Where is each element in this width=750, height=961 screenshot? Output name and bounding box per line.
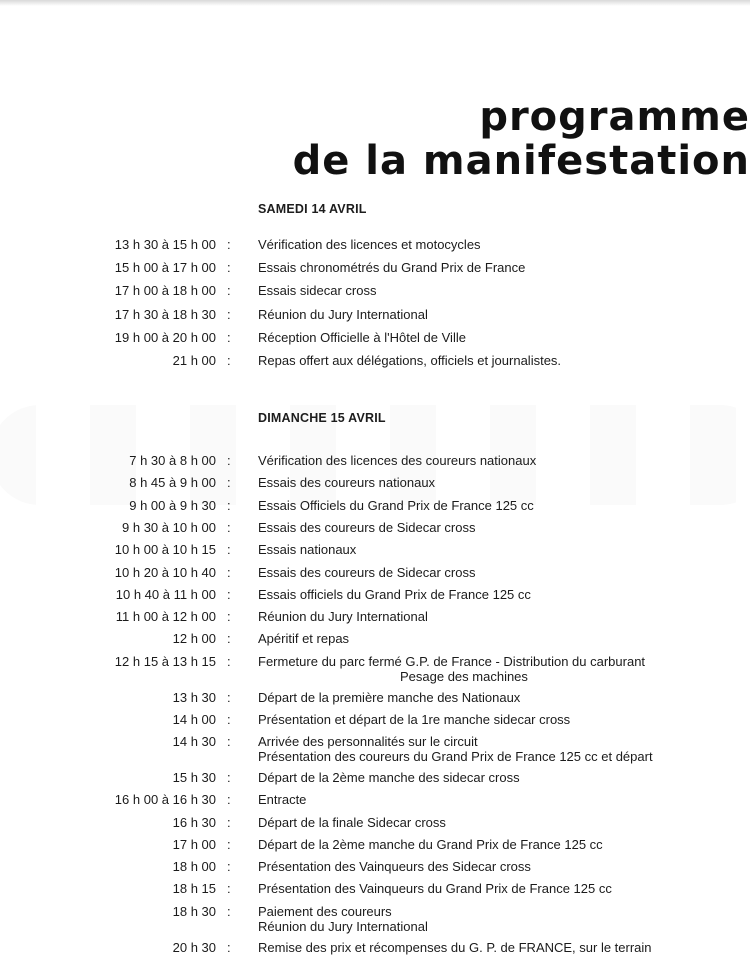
schedule-time: 21 h 00: [172, 353, 216, 368]
schedule-time: 11 h 00 à 12 h 00: [115, 609, 216, 625]
schedule-separator: :: [227, 903, 231, 919]
schedule-event: [258, 837, 744, 852]
schedule-time: 18 h 15: [172, 881, 216, 897]
schedule-separator: :: [227, 689, 231, 705]
schedule-event: [258, 587, 744, 602]
schedule-event-line: Départ de la 2ème manche du Grand Prix de France 125 cc: [258, 836, 603, 852]
schedule-event-line: Réception Officielle à l'Hôtel de Ville: [258, 329, 466, 345]
schedule-time: 8 h 45 à 9 h 00: [129, 475, 216, 491]
schedule-time: 15 h 00 à 17 h 00: [114, 260, 216, 276]
schedule-event-line: Vérification des licences et motocycles: [258, 237, 481, 252]
schedule-event: [258, 631, 744, 646]
schedule-separator: :: [227, 564, 231, 580]
schedule-time: 15 h 30: [172, 769, 216, 785]
schedule-separator: :: [227, 519, 231, 535]
schedule-event-line: Départ de la première manche des Nationaux: [258, 689, 521, 705]
schedule-time: 16 h 30: [172, 814, 216, 830]
schedule-event: [258, 330, 744, 345]
schedule-event-line: Essais Officiels du Grand Prix de France 125 cc: [258, 497, 534, 513]
schedule-separator: :: [227, 653, 231, 669]
schedule-event: [258, 307, 744, 322]
schedule-event-line: Présentation des Vainqueurs des Sidecar cross: [258, 859, 531, 875]
schedule-time: 18 h 30: [172, 903, 216, 919]
schedule-separator: :: [227, 631, 231, 647]
schedule-time: 10 h 20 à 10 h 40: [114, 564, 216, 580]
schedule-event: [258, 940, 744, 955]
schedule-event: [258, 520, 744, 535]
schedule-separator: :: [227, 306, 231, 322]
schedule-event: [258, 815, 744, 830]
schedule-time: 14 h 00: [172, 711, 216, 727]
schedule-separator: :: [227, 283, 231, 299]
schedule-separator: :: [227, 814, 231, 830]
schedule-event-line: Essais sidecar cross: [258, 283, 377, 299]
schedule-time: 12 h 15 à 13 h 15: [114, 653, 216, 669]
schedule-event: [258, 498, 744, 513]
schedule-event: [258, 770, 744, 785]
schedule-event-line: Entracte: [258, 792, 307, 808]
schedule-time: 19 h 00 à 20 h 00: [114, 329, 216, 345]
schedule-time: 17 h 30 à 18 h 30: [114, 306, 216, 322]
schedule-event-line: Apéritif et repas: [258, 631, 350, 647]
schedule-event: [258, 792, 744, 807]
title-line-2: de la manifestation: [292, 137, 750, 184]
schedule-time: 17 h 00: [172, 836, 216, 852]
schedule-event-line: Paiement des coureurs: [258, 903, 392, 919]
schedule-time: 18 h 00: [172, 859, 216, 875]
schedule-event-line: Remise des prix et récompenses du G. P. de FRANCE, sur le terrain: [258, 939, 652, 955]
schedule-event-line: Réunion du Jury International: [258, 918, 428, 934]
schedule-time: 20 h 30: [172, 939, 216, 955]
schedule-event-line: Essais des coureurs nationaux: [258, 475, 436, 491]
schedule-separator: :: [227, 792, 231, 808]
schedule-time: 10 h 40 à 11 h 00: [115, 586, 216, 602]
schedule-time: 12 h 00: [172, 631, 216, 647]
schedule-event-line: Fermeture du parc fermé G.P. de France - Distribution du carburant: [258, 653, 646, 669]
schedule-time: 7 h 30 à 8 h 00: [129, 453, 216, 468]
schedule-event: [258, 904, 744, 934]
schedule-event: [258, 734, 744, 764]
schedule-separator: :: [227, 353, 231, 368]
schedule-time: 9 h 30 à 10 h 00: [122, 519, 216, 535]
page-edge-shadow: [0, 0, 750, 6]
schedule-time: 9 h 00 à 9 h 30: [129, 497, 216, 513]
title-line-1: programme: [479, 93, 750, 140]
schedule-event-line: Départ de la finale Sidecar cross: [258, 814, 446, 830]
schedule-event-line: Réunion du Jury International: [258, 609, 428, 625]
schedule-time: 14 h 30: [172, 734, 216, 750]
schedule-event-line: Essais nationaux: [258, 542, 357, 558]
schedule-separator: :: [227, 769, 231, 785]
schedule-separator: :: [227, 881, 231, 897]
schedule-separator: :: [227, 836, 231, 852]
schedule-event: [258, 690, 744, 705]
schedule-event: [258, 353, 744, 368]
schedule-event-line: Arrivée des personnalités sur le circuit: [258, 734, 478, 750]
schedule-event-line: Réunion du Jury International: [258, 306, 428, 322]
schedule-event: [258, 260, 744, 275]
schedule-time: 10 h 00 à 10 h 15: [114, 542, 216, 558]
schedule-time: 16 h 00 à 16 h 30: [114, 792, 216, 808]
schedule-event: [258, 654, 744, 684]
schedule-separator: :: [227, 497, 231, 513]
schedule-event: [258, 565, 744, 580]
schedule-event: [258, 237, 744, 252]
schedule-event-line: Présentation des Vainqueurs du Grand Prix de France 125 cc: [258, 881, 612, 897]
sunday-heading: DIMANCHE 15 AVRIL: [258, 411, 386, 425]
schedule-event: [258, 475, 744, 490]
schedule-separator: :: [227, 711, 231, 727]
schedule-separator: :: [227, 475, 231, 491]
schedule-event-line: Vérification des licences des coureurs nationaux: [258, 453, 537, 468]
schedule-separator: :: [227, 542, 231, 558]
schedule-separator: :: [227, 609, 231, 625]
schedule-event-line: Présentation et départ de la 1re manche sidecar cross: [258, 711, 571, 727]
schedule-event: [258, 283, 744, 298]
schedule-event: [258, 453, 744, 468]
schedule-event-line: Repas offert aux délégations, officiels et journalistes.: [258, 353, 562, 368]
schedule-event-line: Essais des coureurs de Sidecar cross: [258, 519, 476, 535]
saturday-heading: SAMEDI 14 AVRIL: [258, 202, 367, 216]
schedule-event: [258, 881, 744, 896]
schedule-event: [258, 609, 744, 624]
schedule-separator: :: [227, 939, 231, 955]
schedule-event: [258, 542, 744, 557]
schedule-separator: :: [227, 734, 231, 750]
schedule-separator: :: [227, 859, 231, 875]
schedule-event-line: Essais chronométrés du Grand Prix de France: [258, 260, 526, 276]
schedule-event-line: Essais officiels du Grand Prix de France 125 cc: [258, 586, 531, 602]
schedule-time: 13 h 30: [172, 689, 216, 705]
schedule-separator: :: [227, 237, 231, 252]
schedule-event-line: Départ de la 2ème manche des sidecar cross: [258, 769, 520, 785]
schedule-separator: :: [227, 329, 231, 345]
schedule-event-line: Présentation des coureurs du Grand Prix de France 125 cc et départ: [258, 749, 653, 765]
schedule-separator: :: [227, 586, 231, 602]
schedule-time: 17 h 00 à 18 h 00: [114, 283, 216, 299]
schedule-event-line: Essais des coureurs de Sidecar cross: [258, 564, 476, 580]
schedule-event: [258, 712, 744, 727]
schedule-event: [258, 859, 744, 874]
schedule-event-line: Pesage des machines: [400, 668, 528, 684]
schedule-separator: :: [227, 260, 231, 276]
schedule-separator: :: [227, 453, 231, 468]
schedule-time: 13 h 30 à 15 h 00: [114, 237, 216, 252]
page-title: [293, 95, 750, 183]
